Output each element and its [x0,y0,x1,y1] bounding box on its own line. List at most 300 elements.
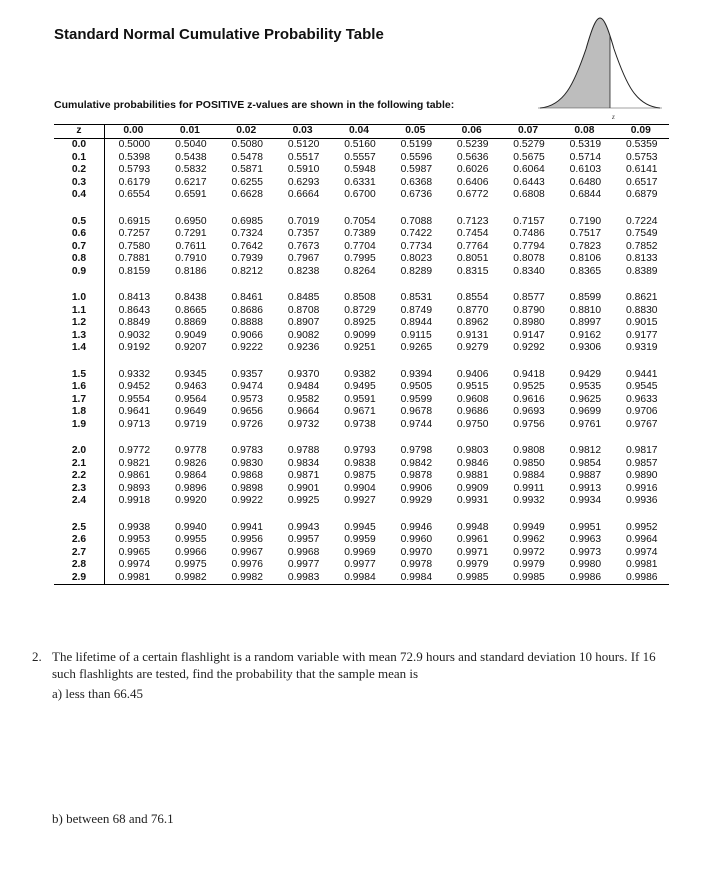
probability-cell: 0.7764 [456,240,489,252]
z-value-cell: 0.2 [54,164,105,177]
z-value-cell: 1.9 [54,419,105,432]
probability-cell: 0.6664 [287,189,320,200]
table-row [54,241,669,254]
z-value-cell: 0.4 [54,189,105,202]
probability-cell: 0.8289 [400,265,433,277]
probability-cell: 0.9207 [175,342,207,353]
probability-cell: 0.9633 [626,393,658,405]
probability-cell: 0.9975 [175,559,207,570]
probability-cell: 0.9978 [400,559,433,570]
table-row [54,189,669,202]
z-value-cell: 1.0 [54,292,105,305]
probability-cell: 0.9878 [400,470,433,481]
table-row [54,458,669,471]
probability-cell: 0.9222 [231,342,263,353]
probability-cell: 0.9236 [287,342,320,353]
probability-cell: 0.6772 [456,189,489,200]
probability-cell: 0.9306 [569,342,602,353]
probability-cell: 0.9984 [331,572,387,585]
probability-cell: 0.6554 [118,189,151,200]
group-spacer [54,431,669,445]
table-row [54,152,669,165]
probability-cell: 0.9625 [569,393,602,405]
probability-cell: 0.9525 [513,381,545,392]
probability-cell: 0.9970 [400,546,433,558]
probability-cell: 0.7190 [569,215,602,227]
probability-cell: 0.8729 [344,304,376,316]
probability-cell: 0.9896 [175,482,207,494]
z-table [54,124,669,585]
z-value-cell: 2.5 [54,522,105,535]
probability-cell: 0.9830 [231,457,263,469]
probability-cell: 0.9941 [231,521,263,533]
probability-cell: 0.7967 [287,253,320,264]
probability-cell: 0.9913 [569,482,602,494]
probability-cell: 0.9418 [513,368,545,380]
probability-cell: 0.6985 [231,215,263,227]
probability-cell: 0.5000 [118,139,151,150]
probability-cell: 0.8264 [344,265,376,277]
spacer-cell [54,431,105,445]
probability-cell: 0.7794 [513,240,545,252]
z-value-cell: 2.1 [54,458,105,471]
probability-cell: 0.9875 [344,470,376,481]
probability-cell: 0.6064 [513,164,545,175]
spacer-cell [54,202,105,216]
probability-cell: 0.9452 [118,381,151,392]
probability-cell: 0.9972 [513,546,545,558]
z-value-cell: 0.6 [54,228,105,241]
table-row [54,266,669,279]
probability-cell: 0.7517 [569,228,602,239]
spacer-cell [105,431,670,445]
probability-cell: 0.9940 [175,521,207,533]
probability-cell: 0.9177 [626,329,658,341]
probability-cell: 0.8133 [626,253,658,264]
probability-cell: 0.9826 [175,457,207,469]
z-value-cell: 1.8 [54,406,105,419]
table-row [54,139,669,152]
probability-cell: 0.9564 [175,393,207,405]
shaded-area [540,18,610,108]
table-row [54,394,669,407]
probability-cell: 0.9441 [626,368,658,380]
probability-cell: 0.8790 [513,304,545,316]
probability-cell: 0.7704 [344,240,376,252]
probability-cell: 0.5596 [400,151,433,163]
part-b: b) between 68 and 76.1 [52,811,174,826]
probability-cell: 0.9406 [456,368,489,380]
probability-cell: 0.9884 [513,470,545,481]
probability-cell: 0.9015 [626,317,658,328]
probability-cell: 0.9608 [456,393,489,405]
probability-cell: 0.9929 [400,495,433,506]
probability-cell: 0.9904 [344,482,376,494]
probability-cell: 0.9984 [387,572,443,585]
z-value-cell: 1.4 [54,342,105,355]
table-row [54,445,669,458]
probability-cell: 0.9985 [444,572,500,585]
probability-cell: 0.9357 [231,368,263,380]
probability-cell: 0.9793 [344,445,376,456]
probability-cell: 0.9980 [569,559,602,570]
table-row [54,559,669,572]
probability-cell: 0.9756 [513,418,545,430]
probability-cell: 0.6700 [344,189,376,200]
probability-cell: 0.8238 [287,265,320,277]
probability-cell: 0.9898 [231,482,263,494]
z-value-cell: 1.5 [54,369,105,382]
probability-cell: 0.9554 [118,393,151,405]
probability-cell: 0.7823 [569,240,602,252]
probability-cell: 0.5398 [118,151,151,163]
probability-cell: 0.7454 [456,228,489,239]
probability-cell: 0.9370 [287,368,320,380]
probability-cell: 0.8413 [118,292,151,303]
probability-cell: 0.9719 [175,418,207,430]
probability-cell: 0.8078 [513,253,545,264]
probability-cell: 0.9964 [626,534,658,545]
curve-z-label: z [612,113,615,121]
z-value-cell: 2.2 [54,470,105,483]
probability-cell: 0.8665 [175,304,207,316]
probability-cell: 0.9732 [287,418,320,430]
probability-cell: 0.8830 [626,304,658,316]
table-row [54,177,669,190]
header-col-7: 0.07 [500,125,556,139]
spacer-cell [54,508,105,522]
probability-cell: 0.5557 [344,151,376,163]
probability-cell: 0.9147 [513,329,545,341]
probability-cell: 0.8438 [175,292,207,303]
probability-cell: 0.5987 [400,164,433,175]
probability-cell: 0.8980 [513,317,545,328]
probability-cell: 0.9382 [344,368,376,380]
probability-cell: 0.9066 [231,329,263,341]
probability-cell: 0.9429 [569,368,602,380]
probability-cell: 0.9817 [626,445,658,456]
z-value-cell: 0.1 [54,152,105,165]
probability-cell: 0.6443 [513,176,545,188]
probability-cell: 0.6517 [626,176,658,188]
probability-cell: 0.9963 [569,534,602,545]
probability-cell: 0.7224 [626,215,658,227]
header-col-9: 0.09 [613,125,669,139]
probability-cell: 0.9591 [344,393,376,405]
probability-cell: 0.9744 [400,418,433,430]
probability-cell: 0.9850 [513,457,545,469]
probability-cell: 0.9981 [626,559,658,570]
probability-cell: 0.9960 [400,534,433,545]
probability-cell: 0.7019 [287,215,320,227]
probability-cell: 0.9973 [569,546,602,558]
probability-cell: 0.7088 [400,215,433,227]
probability-cell: 0.9983 [274,572,330,585]
table-row [54,534,669,547]
probability-cell: 0.5517 [287,151,320,163]
probability-cell: 0.8997 [569,317,602,328]
probability-cell: 0.6844 [569,189,602,200]
probability-cell: 0.6480 [569,176,602,188]
probability-cell: 0.9772 [118,445,151,456]
z-value-cell: 1.1 [54,305,105,318]
probability-cell: 0.9738 [344,418,376,430]
probability-cell: 0.5948 [344,164,376,175]
z-value-cell: 2.8 [54,559,105,572]
probability-cell: 0.6915 [118,215,151,227]
probability-cell: 0.9955 [175,534,207,545]
probability-cell: 0.8810 [569,304,602,316]
probability-cell: 0.7549 [626,228,658,239]
probability-cell: 0.9916 [626,482,658,494]
probability-cell: 0.7580 [118,240,151,252]
probability-cell: 0.9956 [231,534,263,545]
probability-cell: 0.9864 [175,470,207,481]
z-value-cell: 0.0 [54,139,105,152]
probability-cell: 0.8340 [513,265,545,277]
probability-cell: 0.5910 [287,164,320,175]
probability-cell: 0.9961 [456,534,489,545]
z-value-cell: 2.3 [54,483,105,496]
probability-cell: 0.8051 [456,253,489,264]
probability-cell: 0.9319 [626,342,658,353]
probability-cell: 0.5753 [626,151,658,163]
probability-cell: 0.9976 [231,559,263,570]
probability-cell: 0.9192 [118,342,151,353]
probability-cell: 0.5636 [456,151,489,163]
spacer-cell [105,278,670,292]
z-value-cell: 1.3 [54,330,105,343]
probability-cell: 0.8106 [569,253,602,264]
probability-cell: 0.9484 [287,381,320,392]
spacer-cell [54,355,105,369]
probability-cell: 0.9967 [231,546,263,558]
header-col-5: 0.05 [387,125,443,139]
z-value-cell: 2.7 [54,547,105,560]
probability-cell: 0.9686 [456,406,489,417]
probability-cell: 0.9032 [118,329,151,341]
probability-cell: 0.7611 [175,240,207,252]
probability-cell: 0.8554 [456,292,489,303]
probability-cell: 0.9922 [231,495,263,506]
probability-cell: 0.9981 [105,572,162,585]
table-row [54,228,669,241]
probability-cell: 0.5478 [231,151,263,163]
probability-cell: 0.9394 [400,368,433,380]
probability-cell: 0.8315 [456,265,489,277]
probability-cell: 0.8643 [118,304,151,316]
probability-cell: 0.9495 [344,381,376,392]
probability-cell: 0.9535 [569,381,602,392]
probability-cell: 0.7357 [287,228,320,239]
probability-cell: 0.7422 [400,228,433,239]
probability-cell: 0.6255 [231,176,263,188]
spacer-cell [54,278,105,292]
probability-cell: 0.6591 [175,189,207,200]
probability-cell: 0.8621 [626,292,658,303]
probability-cell: 0.9788 [287,445,320,456]
probability-cell: 0.9979 [513,559,545,570]
probability-cell: 0.9115 [400,329,432,341]
probability-cell: 0.9962 [513,534,545,545]
probability-cell: 0.9985 [500,572,556,585]
problem-2 [32,648,682,682]
probability-cell: 0.7157 [513,215,545,227]
table-caption: Cumulative probabilities for POSITIVE z-values are shown in the following table: [54,99,455,111]
part-a: a) less than 66.45 [52,686,143,701]
probability-cell: 0.9932 [513,495,545,506]
z-value-cell: 2.9 [54,572,105,585]
probability-cell: 0.6141 [626,164,658,175]
probability-cell: 0.9857 [626,457,658,469]
probability-cell: 0.9474 [231,381,263,392]
probability-cell: 0.9957 [287,534,320,545]
header-col-8: 0.08 [556,125,612,139]
header-col-3: 0.03 [274,125,330,139]
probability-cell: 0.6368 [400,176,433,188]
probability-cell: 0.7291 [175,228,207,239]
probability-cell: 0.9911 [513,482,545,494]
table-row [54,483,669,496]
probability-cell: 0.8577 [513,292,545,303]
probability-cell: 0.8749 [400,304,433,316]
probability-cell: 0.5279 [513,139,545,150]
problem-number: 2. [32,649,42,664]
probability-cell: 0.5675 [513,151,545,163]
probability-cell: 0.9812 [569,445,602,456]
probability-cell: 0.9641 [118,406,151,417]
probability-cell: 0.9750 [456,418,489,430]
probability-cell: 0.9977 [344,559,376,570]
table-body [54,139,669,585]
probability-cell: 0.9842 [400,457,433,469]
probability-cell: 0.9936 [626,495,658,506]
probability-cell: 0.9834 [287,457,320,469]
probability-cell: 0.6406 [456,176,489,188]
probability-cell: 0.9931 [456,495,489,506]
probability-cell: 0.7734 [400,240,433,252]
probability-cell: 0.9778 [175,445,207,456]
probability-cell: 0.9946 [400,521,433,533]
table-row [54,369,669,382]
table-row [54,547,669,560]
probability-cell: 0.9279 [456,342,489,353]
probability-cell: 0.9965 [118,546,151,558]
probability-cell: 0.9890 [626,470,658,481]
probability-cell: 0.7910 [175,253,207,264]
probability-cell: 0.9977 [287,559,320,570]
normal-curve-figure [536,14,664,122]
probability-cell: 0.9893 [118,482,151,494]
spacer-cell [105,355,670,369]
probability-cell: 0.9761 [569,418,602,430]
table-row [54,292,669,305]
probability-cell: 0.9854 [569,457,602,469]
probability-cell: 0.6628 [231,189,263,200]
probability-cell: 0.8365 [569,265,602,277]
probability-cell: 0.9951 [569,521,602,533]
header-col-2: 0.02 [218,125,274,139]
z-value-cell: 2.6 [54,534,105,547]
probability-cell: 0.7257 [118,228,151,239]
probability-cell: 0.5080 [231,139,263,150]
probability-cell: 0.9925 [287,495,320,506]
probability-cell: 0.8389 [626,265,658,277]
header-z: z [54,125,105,139]
probability-cell: 0.8869 [175,317,207,328]
probability-cell: 0.9906 [400,482,433,494]
table-row [54,330,669,343]
probability-cell: 0.8770 [456,304,489,316]
probability-cell: 0.9656 [231,406,263,417]
probability-cell: 0.9767 [626,418,658,430]
probability-cell: 0.9982 [218,572,274,585]
probability-cell: 0.6217 [175,176,207,188]
probability-cell: 0.9783 [231,445,263,456]
probability-cell: 0.8159 [118,265,151,277]
probability-cell: 0.5040 [175,139,207,150]
probability-cell: 0.9713 [118,418,151,430]
probability-cell: 0.8485 [287,292,320,303]
probability-cell: 0.6026 [456,164,489,175]
probability-cell: 0.9871 [287,470,320,481]
probability-cell: 0.9693 [513,406,545,417]
spacer-cell [105,202,670,216]
probability-cell: 0.6179 [118,176,151,188]
group-spacer [54,508,669,522]
probability-cell: 0.9861 [118,470,151,481]
probability-cell: 0.9959 [344,534,376,545]
probability-cell: 0.9868 [231,470,263,481]
probability-cell: 0.9920 [175,495,207,506]
probability-cell: 0.9706 [626,406,658,417]
probability-cell: 0.6879 [626,189,658,200]
probability-cell: 0.8708 [287,304,320,316]
probability-cell: 0.9345 [175,368,207,380]
probability-cell: 0.5160 [344,139,376,150]
table-header-row [54,125,669,139]
probability-cell: 0.9938 [118,521,151,533]
probability-cell: 0.7673 [287,240,320,252]
z-value-cell: 2.4 [54,495,105,508]
group-spacer [54,355,669,369]
z-value-cell: 0.7 [54,241,105,254]
probability-cell: 0.9945 [344,521,376,533]
probability-cell: 0.9821 [118,457,151,469]
probability-cell: 0.9678 [400,406,433,417]
probability-cell: 0.9573 [231,393,263,405]
probability-cell: 0.9974 [626,546,658,558]
header-col-4: 0.04 [331,125,387,139]
probability-cell: 0.9251 [344,342,376,353]
probability-cell: 0.9971 [456,546,489,558]
probability-cell: 0.9966 [175,546,207,558]
spacer-cell [105,508,670,522]
probability-cell: 0.9664 [287,406,320,417]
probability-cell: 0.9949 [513,521,545,533]
probability-cell: 0.8925 [344,317,376,328]
probability-cell: 0.7123 [456,215,489,227]
probability-cell: 0.9838 [344,457,376,469]
probability-cell: 0.5120 [287,139,320,150]
page-title: Standard Normal Cumulative Probability Table [54,26,384,43]
table-row [54,164,669,177]
probability-cell: 0.9982 [162,572,218,585]
probability-cell: 0.9082 [287,329,320,341]
table-row [54,253,669,266]
probability-cell: 0.9986 [613,572,669,585]
probability-cell: 0.6331 [344,176,376,188]
